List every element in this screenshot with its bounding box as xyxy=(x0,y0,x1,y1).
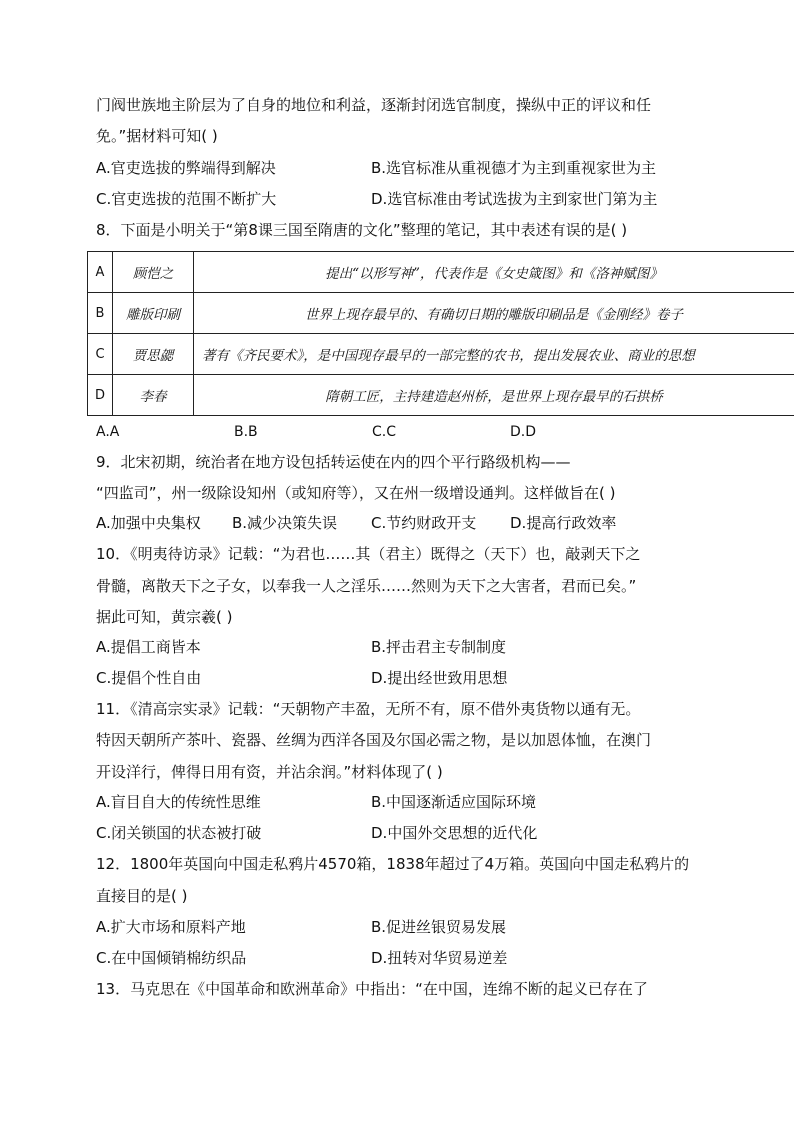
row-name: 雕版印刷 xyxy=(113,293,194,334)
q10-option-c: C.提倡个性自由 xyxy=(96,669,202,687)
row-name: 顾恺之 xyxy=(113,252,194,293)
q11-option-b: B.中国逐渐适应国际环境 xyxy=(371,793,537,811)
q11-option-c: C.闭关锁国的状态被打破 xyxy=(96,824,262,842)
q12-option-b: B.促进丝银贸易发展 xyxy=(371,918,507,936)
row-name: 李春 xyxy=(113,375,194,416)
q7-option-c: C.官吏选拔的范围不断扩大 xyxy=(96,190,277,208)
q10-line-3: 据此可知，黄宗羲( ) xyxy=(96,608,233,626)
row-desc: 著有《齐民要术》，是中国现存最早的一部完整的农书，提出发展农业、商业的思想 xyxy=(194,334,794,375)
q12-option-a: A.扩大市场和原料产地 xyxy=(96,918,246,936)
q9-option-d: D.提高行政效率 xyxy=(510,514,617,532)
q12-option-d: D.扭转对华贸易逆差 xyxy=(371,949,508,967)
row-letter: D xyxy=(88,375,113,416)
q9-line-2: “四监司”，州一级除设知州（或知府等），又在州一级增设通判。这样做旨在( ) xyxy=(96,484,616,502)
q12-line-1: 12．1800年英国向中国走私鸦片4570箱，1838年超过了4万箱。英国向中国走私鸦片的 xyxy=(96,855,690,873)
q13-line-1: 13．马克思在《中国革命和欧洲革命》中指出：“在中国，连绵不断的起义已存在了 xyxy=(96,980,648,998)
q11-line-1: 11．《清高宗实录》记载：“天朝物产丰盈，无所不有，原不借外夷货物以通有无。 xyxy=(96,700,641,718)
q12-option-c: C.在中国倾销棉纺织品 xyxy=(96,949,247,967)
row-letter: C xyxy=(88,334,113,375)
q8-stem: 8．下面是小明关于“第8课三国至隋唐的文化”整理的笔记，其中表述有误的是( ) xyxy=(96,221,628,239)
q11-line-3: 开设洋行，俾得日用有资，并沾余润。”材料体现了( ) xyxy=(96,763,443,781)
q9-option-b: B.减少决策失误 xyxy=(232,514,338,532)
q8-option-d: D.D xyxy=(510,424,537,440)
q10-line-1: 10．《明夷待访录》记载：“为君也……其（君主）既得之（天下）也，敲剥天下之 xyxy=(96,545,641,563)
q8-option-a: A.A xyxy=(96,424,120,440)
row-desc: 提出“以形写神”，代表作是《女史箴图》和《洛神赋图》 xyxy=(194,252,794,293)
q7-option-d: D.选官标准由考试选拔为主到家世门第为主 xyxy=(371,190,658,208)
q7-option-a: A.官吏选拔的弊端得到解决 xyxy=(96,159,276,177)
row-letter: B xyxy=(88,293,113,334)
q11-option-a: A.盲目自大的传统性思维 xyxy=(96,793,261,811)
q9-option-c: C.节约财政开支 xyxy=(371,514,477,532)
table-row xyxy=(88,334,794,375)
q10-option-d: D.提出经世致用思想 xyxy=(371,669,508,687)
q8-notes-table xyxy=(87,251,794,416)
q7-line-1: 门阀世族地主阶层为了自身的地位和利益，逐渐封闭选官制度，操纵中正的评议和任 xyxy=(96,96,652,114)
q10-line-2: 骨髓，离散天下之子女，以奉我一人之淫乐……然则为天下之大害者，君而已矣。” xyxy=(96,577,637,595)
q8-option-c: C.C xyxy=(372,424,397,440)
q7-option-b: B.选官标准从重视德才为主到重视家世为主 xyxy=(371,159,657,177)
q7-line-2: 免。”据材料可知( ) xyxy=(96,127,218,145)
table-row xyxy=(88,293,794,334)
q10-option-a: A.提倡工商皆本 xyxy=(96,638,201,656)
q9-line-1: 9．北宋初期，统治者在地方设包括转运使在内的四个平行路级机构—— xyxy=(96,453,571,471)
q12-line-2: 直接目的是( ) xyxy=(96,887,188,905)
table-row xyxy=(88,252,794,293)
q11-option-d: D.中国外交思想的近代化 xyxy=(371,824,538,842)
row-name: 贾思勰 xyxy=(113,334,194,375)
table-row xyxy=(88,375,794,416)
row-desc: 隋朝工匠，主持建造赵州桥，是世界上现存最早的石拱桥 xyxy=(194,375,794,416)
q8-option-b: B.B xyxy=(234,424,258,440)
row-letter: A xyxy=(88,252,113,293)
q10-option-b: B.抨击君主专制制度 xyxy=(371,638,507,656)
row-desc: 世界上现存最早的、有确切日期的雕版印刷品是《金刚经》卷子 xyxy=(194,293,794,334)
q9-option-a: A.加强中央集权 xyxy=(96,514,201,532)
q11-line-2: 特因天朝所产茶叶、瓷器、丝绸为西洋各国及尔国必需之物，是以加恩体恤，在澳门 xyxy=(96,731,652,749)
